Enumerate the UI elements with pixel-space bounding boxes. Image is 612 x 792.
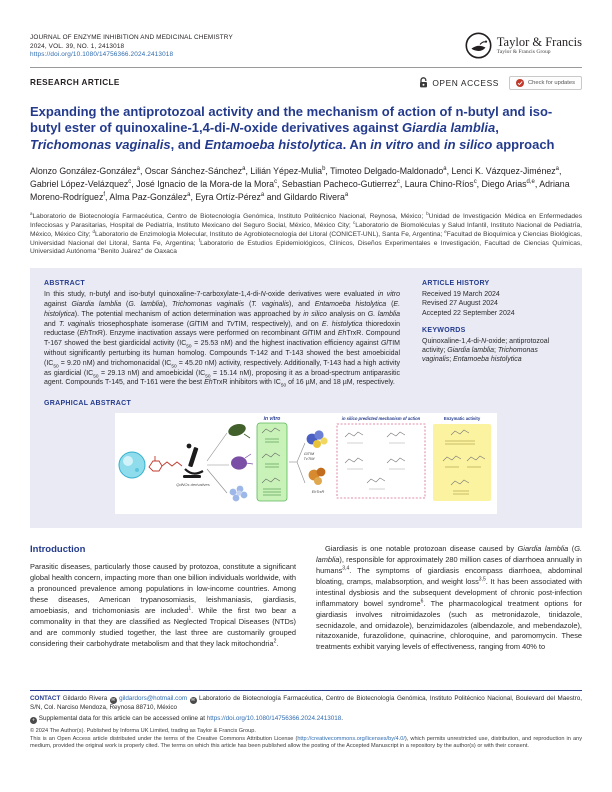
- in-vitro-label: in vitro: [263, 416, 281, 423]
- envelope-icon: ✉: [111, 698, 116, 703]
- header: [30, 34, 582, 60]
- email-link[interactable]: gildardors@hotmail.com: [119, 695, 188, 702]
- article-type-label: RESEARCH ARTICLE: [30, 78, 120, 88]
- open-access-badge: [419, 77, 499, 88]
- introduction-section: [30, 544, 582, 682]
- keywords-heading: KEYWORDS: [422, 326, 466, 334]
- intro-paragraph-right: Giardiasis is one notable protozoan disease caused by Giardia lamblia (G. lamblia), responsible for approximately 280 million cases of diarrhoea annually in humans$^{3,4}$. The symptoms of giardiasis encompass diarrhoea, abdominal bloating, cramps, malabsorption, and weight loss$^{3,5}$. It has been associated with intestinal dysbiosis and the subsequent development of chronic post-infection inflammatory bowel syndrome$^6$. The pharmacological treatment options for giardiasis involves nitroimidazoles (such as metronidazole, tinidazole, secnidazole, and ornidazole), benzimidazoles (albendazole, and mebendazole), nitazoxanide, furazolidone, quinacrine, chloroquine, and paromomycin. These treatments exhibit varying levels of effectiveness, ranging from 40% to: [316, 544, 582, 652]
- mechanism-panel: [337, 424, 425, 498]
- introduction-heading: Introduction: [30, 544, 86, 556]
- publisher-name: Taylor & Francis: [496, 34, 582, 49]
- address-envelope-icon: ✉: [191, 698, 195, 703]
- article-title: Expanding the antiprotozoal activity and the mechanism of action of n-butyl and iso-butyl ester of quinoxaline-1,4-di-N-oxide derivatives against Giardia lamblia, Trichomonas vaginalis, and Entamoeba histolytica. An in vitro and in silico approach: [30, 103, 555, 152]
- contact-line: [30, 695, 582, 713]
- copyright-text: © 2024 The Author(s). Published by Informa UK Limited, trading as Taylor & Francis Group.: [30, 727, 256, 734]
- footer: [30, 690, 582, 751]
- open-access-icon: [419, 77, 428, 88]
- author-list: Alonzo González-González$^a$, Oscar Sánchez-Sánchez$^a$, Lilián Yépez-Mulia$^b$, Timoteo Delgado-Maldonado$^a$, Lenci K. Vázquez-Jiménez$^a$, Gabriel López-Velázquez$^c$, José Ignacio de la Mora-de la Mora$^c$, Sebastian Pacheco-Gutierrez$^c$, Laura Chino-Ríos$^c$, Diego Arias$^{d,e}$, Adriana Moreno-Rodríguez$^f$, Alma Paz-González$^a$, Eyra Ortíz-Pérez$^a$ and Gildardo Rivera$^a$: [30, 166, 570, 203]
- header-divider: [30, 67, 582, 68]
- ehtrxr-label: EhTrxR: [311, 490, 325, 495]
- taylor-francis-logo-icon: [465, 32, 492, 59]
- abstract-section: [30, 268, 582, 528]
- tvtim-label: TvTIM: [303, 457, 315, 462]
- publisher-group: Taylor & Francis Group: [496, 48, 551, 55]
- check-updates-badge[interactable]: [509, 76, 582, 90]
- history-item-received: Received 19 March 2024: [422, 291, 500, 299]
- doi-link[interactable]: https://doi.org/10.1080/14756366.2024.2413018: [30, 51, 174, 59]
- graphical-abstract-figure: [115, 413, 497, 514]
- gltim-label: GlTIM: [303, 452, 315, 457]
- check-updates-label: Check for updates: [527, 79, 575, 86]
- mechanism-label: in silico predicted mechanism of action: [341, 416, 421, 422]
- check-updates-icon: [516, 79, 524, 87]
- journal-volume: 2024, VOL. 39, NO. 1, 2413018: [30, 42, 125, 50]
- abstract-heading: ABSTRACT: [44, 280, 85, 288]
- compound-panel: [257, 423, 287, 501]
- address-text: Laboratorio de Biotecnología Farmacéutica, Centro de Biotecnología Genómica, Instituto Politécnico Nacional, Boulevard del Maestro, S/N, Col. Narciso Mendoza, Reynosa 88710, México: [30, 695, 583, 711]
- graphical-abstract-heading: GRAPHICAL ABSTRACT: [44, 400, 132, 408]
- contact-name: Gildardo Rivera: [62, 695, 108, 702]
- open-access-label: OPEN ACCESS: [432, 77, 499, 88]
- supplemental-line: [30, 715, 582, 724]
- supplemental-text: Supplemental data for this article can be accessed online at https://doi.org/10.1080/14756366.2024.2413018.: [38, 714, 343, 722]
- supplemental-data-icon: +: [31, 717, 36, 723]
- footer-divider: [30, 690, 582, 691]
- abstract-text: In this study, n-butyl and iso-butyl quinoxaline-7-carboxylate-1,4-di-N-oxide derivatives were evaluated in vitro against Giardia lamblia (G. lamblia), Trichomonas vaginalis (T. vaginalis), and Entamoeba histolytica (E. histolytica). The potential mechanism of action determination was approached by in silico analysis on G. lamblia and T. vaginalis triosephosphate isomerase (GlTIM and TvTIM, respectively), and on E. histolytica thioredoxin reductase (EhTrxR). Enzyme inactivation assays were performed on recombinant GlTIM and EhTrxR. Compound T-167 showed the best giardicidal activity ($IC_{50} = 25.53$ nM) and the highest inactivation efficiency against GlTIM without significantly perturbing its human homolog. Compounds T-142 and T-143 showed the best amoebicidal ($IC_{50} = 9.20$ nM) and trichomonacidal ($IC_{50} = 45.20$ nM) activity, respectively. Additionally, T-143 had a high activity as giardicial ($IC_{50} = 29.13$ nM) and amoebicidal ($IC_{50} = 15.14$ nM), proposing it as a broad-spectrum antiparasitic agent. Compounds T-145, and T-161 were the best EhTrxR inhibitors with $IC_{50}$ of 16 µM, and 18 µM, respectively.: [44, 291, 401, 389]
- journal-title: JOURNAL OF ENZYME INHIBITION AND MEDICINAL CHEMISTRY: [30, 34, 233, 41]
- article-history-heading: ARTICLE HISTORY: [422, 280, 490, 288]
- derivatives-caption: QdNOs derivatives: [176, 482, 210, 488]
- keywords-text: Quinoxaline-1,4-di-N-oxide; antiprotozoal activity; Giardia lamblia; Trichomonas vaginalis; Entamoeba histolytica: [422, 337, 550, 364]
- license-text: This is an Open Access article distributed under the terms of the Creative Commons Attribution License (http://creativecommons.org/licenses/by/4.0/), which permits unrestricted use, distribution, and reproduction in any medium, provided the original work is properly cited. The terms on which this article has been published allow the posting of the Accepted Manuscript in a repository by the author(s) or with their consent.: [30, 735, 582, 750]
- cell-sphere-icon: [119, 452, 145, 478]
- graphical-abstract-image: [115, 413, 497, 509]
- history-item-accepted: Accepted 22 September 2024: [422, 309, 515, 317]
- affiliations: $^a$Laboratorio de Biotecnología Farmacéutica, Centro de Biotecnología Genómica, Instituto Politécnico Nacional, Reynosa, México; $^b$Unidad de Investigación Médica en Enfermedades Infecciosas y Parasitarias, Hospital de Pediatría, Instituto Mexicano del Seguro Social, México, México City; $^c$Laboratorio de Biomoléculas y Salud Infantil, Instituto Nacional de Pediatría, México, México City; $^d$Laboratorio de Enzimología Molecular, Instituto de Agrobiotecnología del Litoral (CONICET-UNL), Santa Fe, Argentina; $^e$Facultad de Bioquímica y Ciencias Biológicas, Universidad Nacional del Litoral, Santa Fe, Argentina; $^f$Laboratorio de Estudios Epidemiológicos, Clínicos, Diseños Experimentales e Investigación, Facultad de Ciencias Químicas, Universidad Autónoma "Benito Juárez" de Oaxaca: [30, 211, 582, 256]
- legal-block: [30, 728, 582, 751]
- enzymatic-label: Enzymatic activity: [443, 416, 481, 422]
- article-type-row: [30, 76, 582, 90]
- journal-info: [30, 34, 233, 60]
- contact-label: CONTACT: [30, 695, 61, 702]
- activity-panel: [433, 424, 491, 501]
- history-item-revised: Revised 27 August 2024: [422, 300, 498, 308]
- publisher-logo: [465, 32, 582, 59]
- intro-paragraph-left: Parasitic diseases, particularly those caused by protozoa, constitute a significant global health concern, impacting more than one billion individuals worldwide, with a pronounced prevalence among populations in low-income countries. Among these diseases, American trypanosomiasis, leishmaniasis, giardiasis, amoebiasis, and trichomoniasis are included$^1$. While the first two bear a commonality in that they are classified as Neglected Tropical Diseases (NTDs) and are commonly studied together, the last three are customarily grouped considering their carbohydrate metabolism and that they lack mitochondria$^2$.: [30, 562, 296, 648]
